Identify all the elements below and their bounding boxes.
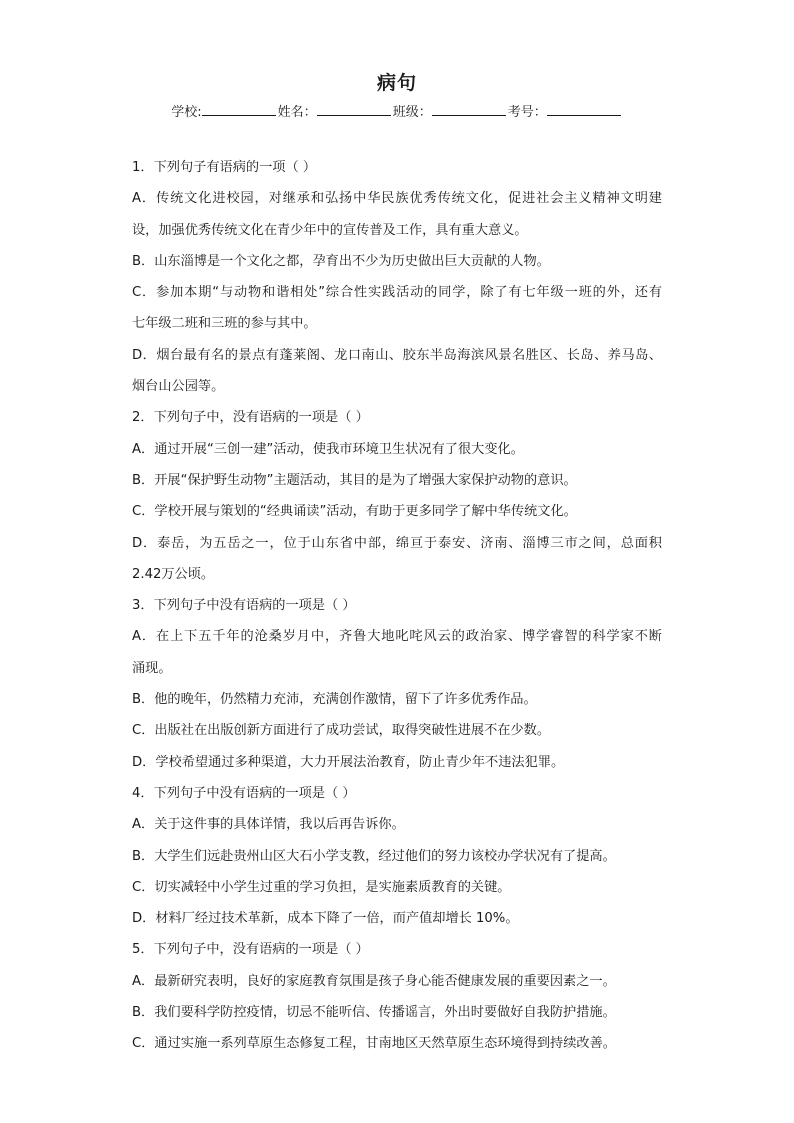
answer-option[interactable]: C．切实减轻中小学生过重的学习负担，是实施素质教育的关键。 [132, 879, 511, 895]
answer-option[interactable]: A．通过开展“三创一建”活动，使我市环境卫生状况有了很大变化。 [132, 441, 524, 457]
answer-option[interactable]: B．开展“保护野生动物”主题活动，其目的是为了增强大家保护动物的意识。 [132, 472, 577, 488]
school-label: 学校: [171, 105, 202, 120]
class-blank[interactable] [432, 103, 506, 116]
answer-option[interactable]: D．泰岳，为五岳之一，位于山东省中部，绵亘于泰安、济南、淄博三市之间，总面积 [132, 535, 662, 551]
student-info-row [0, 101, 794, 120]
answer-option[interactable]: B．山东淄博是一个文化之都，孕育出不少为历史做出巨大贡献的人物。 [132, 253, 550, 269]
answer-option[interactable]: C．参加本期“与动物和谐相处”综合性实践活动的同学，除了有七年级一班的外，还有 [132, 285, 662, 301]
answer-option-continuation: 2.42万公顷。 [132, 566, 215, 582]
answer-option-continuation: 烟台山公园等。 [132, 379, 225, 395]
answer-option[interactable]: A．关于这件事的具体详情，我以后再告诉你。 [132, 817, 405, 833]
answer-option[interactable]: B．我们要科学防控疫情，切忌不能听信、传播谣言，外出时要做好自我防护措施。 [132, 1005, 616, 1021]
answer-option[interactable]: A．传统文化进校园，对继承和弘扬中华民族优秀传统文化，促进社会主义精神文明建 [132, 191, 662, 207]
name-field [278, 101, 393, 120]
question-stem: 4．下列句子中没有语病的一项是（ ） [132, 785, 356, 801]
answer-option[interactable]: A．最新研究表明，良好的家庭教育氛围是孩子身心能否健康发展的重要因素之一。 [132, 973, 616, 989]
name-blank[interactable] [317, 103, 391, 116]
exam-number-field [508, 101, 623, 120]
answer-option[interactable]: B．他的晚年，仍然精力充沛，充满创作激情，留下了许多优秀作品。 [132, 692, 537, 708]
answer-option[interactable]: D．学校希望通过多种渠道，大力开展法治教育，防止青少年不违法犯罪。 [132, 754, 565, 770]
question-list [132, 152, 662, 1060]
school-field [171, 101, 277, 120]
answer-option[interactable]: B．大学生们远赴贵州山区大石小学支教，经过他们的努力该校办学状况有了提高。 [132, 848, 616, 864]
answer-option[interactable]: C．出版社在出版创新方面进行了成功尝试，取得突破性进展不在少数。 [132, 723, 551, 739]
answer-option[interactable]: C．通过实施一系列草原生态修复工程，甘南地区天然草原生态环境得到持续改善。 [132, 1036, 616, 1052]
answer-option[interactable]: A．在上下五千年的沧桑岁月中，齐鲁大地叱咤风云的政治家、博学睿智的科学家不断 [132, 629, 662, 645]
name-label: 姓名： [277, 105, 317, 120]
answer-option-continuation: 涌现。 [132, 660, 172, 676]
answer-option[interactable]: C．学校开展与策划的“经典诵读”活动，有助于更多同学了解中华传统文化。 [132, 504, 577, 520]
class-field [393, 101, 508, 120]
question-stem: 1．下列句子有语病的一项（ ） [132, 160, 317, 175]
answer-option-continuation: 七年级二班和三班的参与其中。 [132, 316, 317, 332]
answer-option-continuation: 设，加强优秀传统文化在青少年中的宣传普及工作，具有重大意义。 [132, 222, 528, 238]
answer-option[interactable]: D．材料厂经过技术革新，成本下降了一倍，而产值却增长 10%。 [132, 911, 519, 927]
question-stem: 2．下列句子中，没有语病的一项是（ ） [132, 410, 369, 426]
class-label: 班级： [392, 105, 432, 120]
page-title: 病句 [376, 72, 417, 94]
exam-number-label: 考号： [507, 105, 547, 120]
question-stem: 3．下列句子中没有语病的一项是（ ） [132, 598, 356, 614]
question-stem: 5．下列句子中，没有语病的一项是（ ） [132, 942, 369, 958]
exam-number-blank[interactable] [547, 103, 621, 116]
answer-option[interactable]: D．烟台最有名的景点有蓬莱阁、龙口南山、胶东半岛海滨风景名胜区、长岛、养马岛、 [132, 347, 662, 363]
school-blank[interactable] [202, 103, 276, 116]
